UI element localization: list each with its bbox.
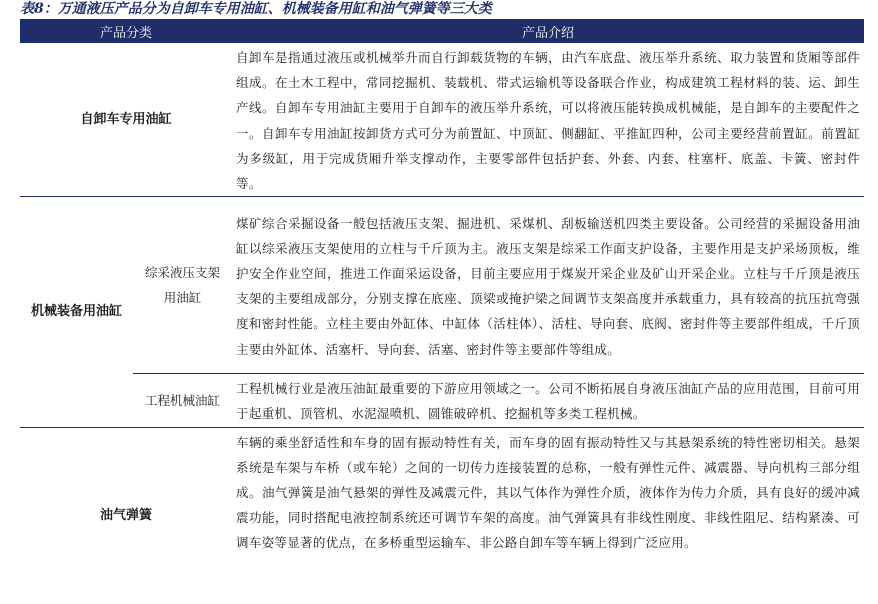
- desc-oil-gas-spring: 车辆的乘坐舒适性和车身的固有振动特性有关，而车身的固有振动特性又与其悬架系统的特性密切相关。悬架系统是车架与车桥（或车轮）之间的一切传力连接装置的总称，一般有弹性元件、减震器、导向机构三部分组成。油气弹簧是油气悬架的弹性及减震元件，其以气体作为弹性介质，液体作为传力介质，具有良好的缓冲减震功能，同时搭配电液控制系统还可调节车架的高度。油气弹簧具有非线性刚度、非线性阻尼、结构紧凑、可调车姿等显著的优点，在多桥重型运输车、非公路自卸车等车辆上得到广泛应用。: [232, 427, 864, 604]
- desc-dump-cylinder: 自卸车是指通过液压或机械举升而自行卸载货物的车辆，由汽车底盘、液压举升系统、取力装置和货厢等部件组成。在土木工程中，常同挖掘机、装载机、带式运输机等设备联合作业，构成建筑工程材料的装、运、卸生产线。自卸车专用油缸主要用于自卸车的液压举升系统，可以将液压能转换成机械能，是自卸车的主要配件之一。自卸车专用油缸按卸货方式可分为前置缸、中顶缸、侧翻缸、平推缸四种，公司主要经营前置缸。前置缸为多级缸，用于完成货厢升举支撑动作，主要零部件包括护套、外套、内套、柱塞杆、底盖、卡簧、密封件等。: [236, 50, 861, 192]
- table-row: [20, 374, 864, 427]
- category-oil-gas-spring: 油气弹簧: [20, 427, 232, 604]
- table-header-row: [20, 19, 864, 43]
- table-row: [20, 43, 864, 197]
- subcategory-engineering-cylinder: 工程机械油缸: [133, 374, 232, 427]
- desc-engineering-cylinder: 工程机械行业是液压油缸最重要的下游应用领域之一。公司不断拓展自身液压油缸产品的应用范围，目前可用于起重机、顶管机、水泥湿喷机、圆锥破碎机、挖掘机等多类工程机械。: [232, 374, 864, 427]
- table-title: 表8：万通液压产品分为自卸车专用油缸、机械装备用缸和油气弹簧等三大类: [20, 1, 492, 17]
- product-table: [20, 19, 864, 604]
- header-intro: 产品介绍: [232, 19, 864, 43]
- table-row: [20, 427, 864, 604]
- subcategory-mining-cylinder: 综采液压支架用油缸: [133, 197, 232, 374]
- table-row: [20, 197, 864, 374]
- category-dump-cylinder: 自卸车专用油缸: [80, 112, 172, 127]
- header-category: 产品分类: [20, 19, 232, 43]
- desc-mining-cylinder: 煤矿综合采掘设备一般包括液压支架、掘进机、采煤机、刮板输送机四类主要设备。公司经营的采掘设备用油缸以综采液压支架使用的立柱与千斤顶为主。液压支架是综采工作面支护设备，主要作用是支护采场顶板，维护安全作业空间，推进工作面采运设备，目前主要应用于煤炭开采企业及矿山开采企业。立柱与千斤顶是液压支架的主要组成部分，分别支撑在底座、顶梁或掩护梁之间调节支架高度并承载重力，具有较高的抗压抗弯强度和密封性能。立柱主要由外缸体、中缸体（活柱体）、活柱、导向套、底阀、密封件等主要部件组成，千斤顶主要由外缸体、活塞杆、导向套、活塞、密封件等主要部件等组成。: [232, 197, 864, 374]
- category-machinery-cylinder: 机械装备用油缸: [20, 197, 133, 427]
